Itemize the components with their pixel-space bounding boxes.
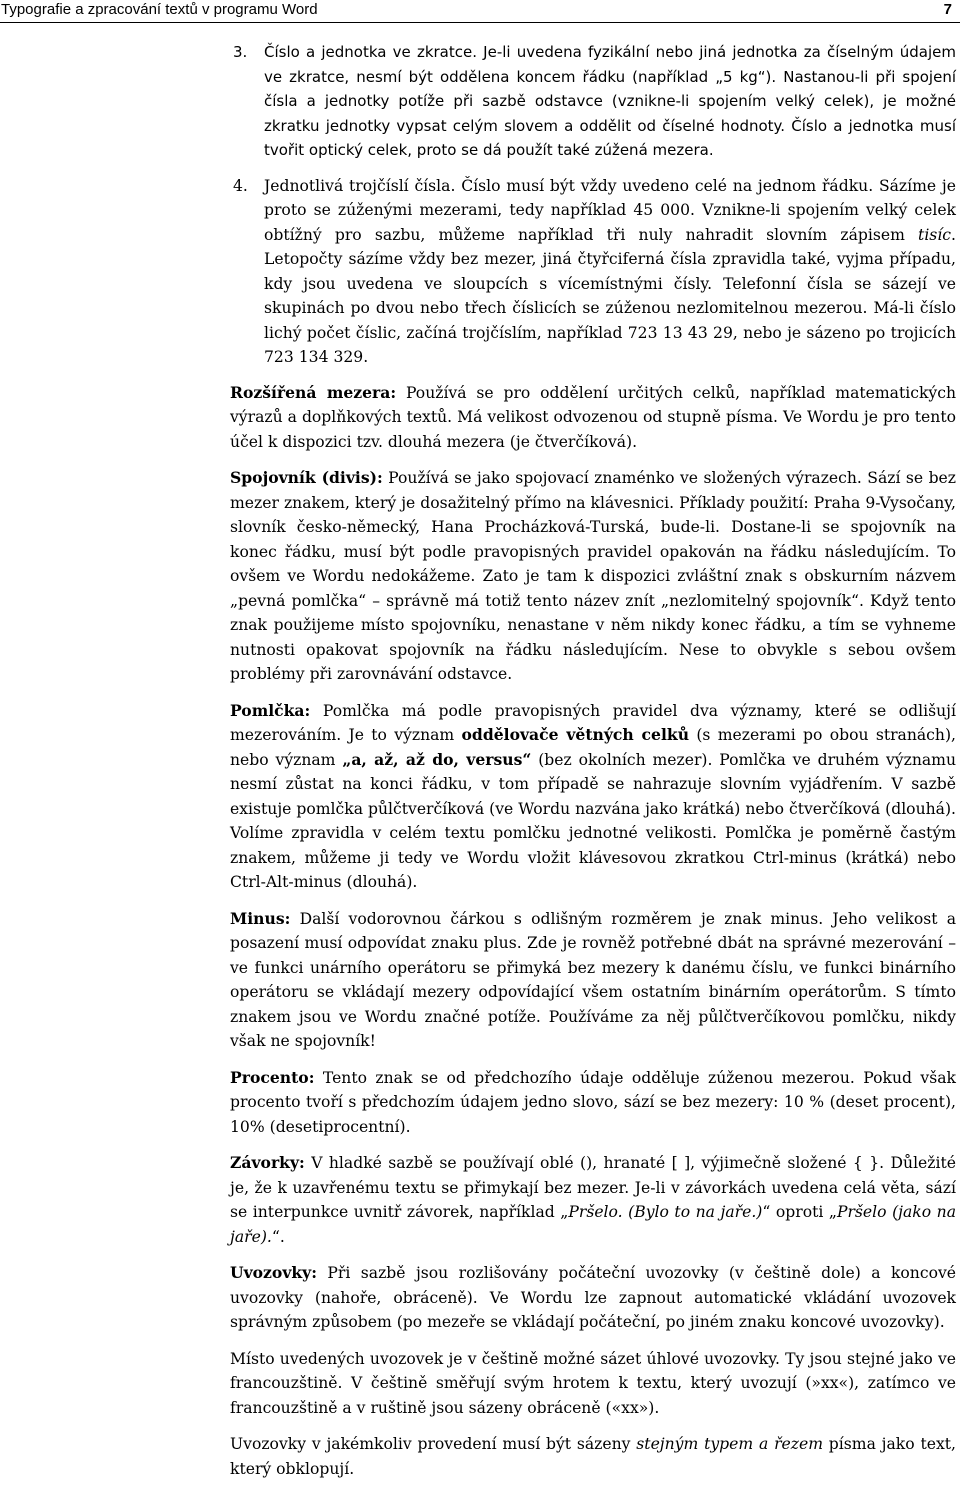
paragraph-minus	[230, 907, 956, 1054]
list-item-text-cont: . Letopočty sázíme vždy bez mezer, jiná čtyřciferná čísla zpravidla také, vyjma případu, kdy jsou uvedena ve sloupcích s vícemístnými čísly. Telefonní čísla se sázejí ve skupinách po dvou nebo třech číslicích se zúženou nezlomitelnou mezerou. Má-li číslo lichý počet číslic, začíná trojčíslím, například 723 13 43 29, nebo je sázeno po trojicích 723 134 329.	[264, 225, 956, 366]
paragraph-rozsirena-mezera	[230, 381, 956, 455]
paragraph-italic: Pršelo (jako na jaře).	[230, 1203, 957, 1246]
paragraph-text: Místo uvedených uvozovek je v češtině možné sázet úhlové uvozovky. Ty jsou stejné jako ve francouzštině. V češtině směřují svým hrotem k textu, který uvozují (»xx«), zatímco ve francouzštině a v ruštině jsou sázeny obráceně («xx»).	[230, 1349, 956, 1417]
list-item-text: Číslo a jednotka ve zkratce. Je-li uvedena fyzikální nebo jiná jednotka za číselným údajem ve zkratce, nesmí být oddělena koncem řádku (například „5 kg“). Nastanou-li při spojení čísla a jednotky potíže při sazbě odstavce (vznikne-li spojením velký celek), je možné zkratku jednotky vypsat celým slovem a oddělit od číselné hodnoty. Číslo a jednotka musí tvořit optický celek, proto se dá použít také zúžená mezera.	[264, 43, 956, 159]
list-item-4	[230, 174, 956, 370]
term-label: Uvozovky:	[230, 1263, 317, 1282]
paragraph-bold: „a, až, až do, versus“	[342, 749, 532, 769]
paragraph-italic: stejným typem a řezem	[636, 1435, 823, 1453]
paragraph-text: Tento znak se od předchozího údaje odděluje zúženou mezerou. Pokud však procento tvoří s předchozím údajem jedno slovo, sází se bez mezery: 10 % (deset procent), 10% (desetiprocentní).	[230, 1068, 956, 1136]
paragraph-text: Uvozovky v jakémkoliv provedení musí být sázeny	[230, 1435, 637, 1453]
paragraph-procento	[230, 1066, 956, 1140]
paragraph-bold: oddělovače větných celků	[461, 725, 690, 744]
list-item-italic: tisíc	[918, 225, 952, 244]
list-item-number: 3.	[233, 43, 248, 61]
paragraph-text: “ oproti „	[762, 1203, 837, 1221]
paragraph-uvozovky	[230, 1261, 956, 1335]
term-label: Rozšířená mezera:	[230, 382, 397, 402]
list-item-3	[230, 40, 956, 163]
list-item-number: 4.	[233, 176, 248, 195]
paragraph-spojovnik	[230, 466, 956, 687]
paragraph-provedeni-uvozovek	[230, 1432, 956, 1481]
term-label: Minus:	[230, 908, 291, 928]
term-label: Pomlčka:	[230, 700, 311, 720]
paragraph-text: (s mezerami po obou stranách), nebo význam	[230, 726, 957, 769]
paragraph-text: V hladké sazbě se používají oblé (), hranaté [ ], výjimečně složené { }. Důležité je, že k uzavřenému textu se přimykají bez mezer. Je-li v závorkách uvedena celá věta, sází se interpunkce uvnitř závorek, například „	[230, 1154, 956, 1221]
page-header	[0, 0, 960, 23]
paragraph-text: “.	[271, 1227, 285, 1246]
document-body	[230, 40, 956, 1493]
paragraph-text: Používá se jako spojovací znaménko ve složených výrazech. Sází se bez mezer znakem, který je dosažitelný přímo na klávesnici. Příklady použití: Praha 9-Vysočany, slovník česko-německý, Hana Procházková-Turská, bude-li. Dostane-li se spojovník na konec řádku, musí být podle pravopisných pravidel opakován na řádku následujícím. To ovšem ve Wordu nedokážeme. Zato je tam k dispozici zvláštní znak s obskurním názvem „pevná pomlčka“ – správně má totiž tento název znít „nezlomitelný spojovník“. Když tento znak použijeme místo spojovníku, nenastane v něm nikdy konec řádku, a tím se vyhneme nutnosti opakovat spojovník na řádku následujícím. Nese to obvykle s sebou ovšem problémy při zarovnávání odstavce.	[230, 469, 956, 683]
paragraph-text: Další vodorovnou čárkou s odlišným rozměrem je znak minus. Jeho velikost a posazení musí odpovídat znaku plus. Zde je rovněž potřebné dbát na správné mezerování – ve funkci unárního operátoru se přimyká bez mezery k danému číslu, ve funkci binárního operátoru se vkládají mezery odpovídající všem ostatním binárním operátorům. S tímto znakem jsou ve Wordu značné potíže. Používáme za něj půlčtverčíkovou pomlčku, nikdy však ne spojovník!	[230, 909, 956, 1050]
paragraph-italic: Pršelo. (Bylo to na jaře.)	[568, 1203, 763, 1221]
list-item-text: Jednotlivá trojčíslí čísla. Číslo musí být vždy uvedeno celé na jednom řádku. Sázíme je proto se zúženými mezerami, tedy například 45 000. Vznikne-li spojením velký celek obtížný pro sazbu, můžeme například tři nuly nahradit slovním zápisem	[264, 176, 956, 244]
term-label: Závorky:	[230, 1153, 305, 1172]
paragraph-text: Pomlčka má podle pravopisných pravidel dva významy, které se odlišují mezerováním. Je to význam	[230, 701, 956, 744]
term-label: Spojovník (divis):	[230, 468, 383, 487]
paragraph-text: (bez okolních mezer). Pomlčka ve druhém významu nesmí zůstat na konci řádku, v tom případě se nahrazuje slovním vyjádřením. V sazbě existuje pomlčka půlčtverčíková (ve Wordu nazvána jako krátká) nebo čtverčíková (dlouhá). Volíme zpravidla v celém textu pomlčku jednotné velikosti. Pomlčka je poměrně častým znakem, můžeme ji tedy ve Wordu vložit klávesovou zkratkou Ctrl-minus (krátká) nebo Ctrl-Alt-minus (dlouhá).	[230, 750, 956, 891]
paragraph-text: písma jako text, který obklopují.	[230, 1435, 956, 1478]
paragraph-uhlove-uvozovky	[230, 1347, 956, 1421]
paragraph-text: Používá se pro oddělení určitých celků, například matematických výrazů a doplňkových textů. Má velikost odvozenou od stupně písma. Ve Wordu je pro tento účel k dispozici tzv. dlouhá mezera (je čtverčíková).	[230, 383, 956, 451]
paragraph-text: Při sazbě jsou rozlišovány počáteční uvozovky (v češtině dole) a koncové uvozovky (nahoře, obráceně). Ve Wordu lze zapnout automatické vkládání uvozovek správným způsobem (po mezeře se vkládají počáteční, po jiném znaku koncové uvozovky).	[230, 1264, 956, 1331]
paragraph-zavorky	[230, 1151, 956, 1249]
paragraph-pomlcka	[230, 699, 956, 895]
term-label: Procento:	[230, 1067, 315, 1087]
page-number: 7	[943, 1, 952, 18]
header-title: Typografie a zpracování textů v programu Word	[1, 1, 318, 18]
